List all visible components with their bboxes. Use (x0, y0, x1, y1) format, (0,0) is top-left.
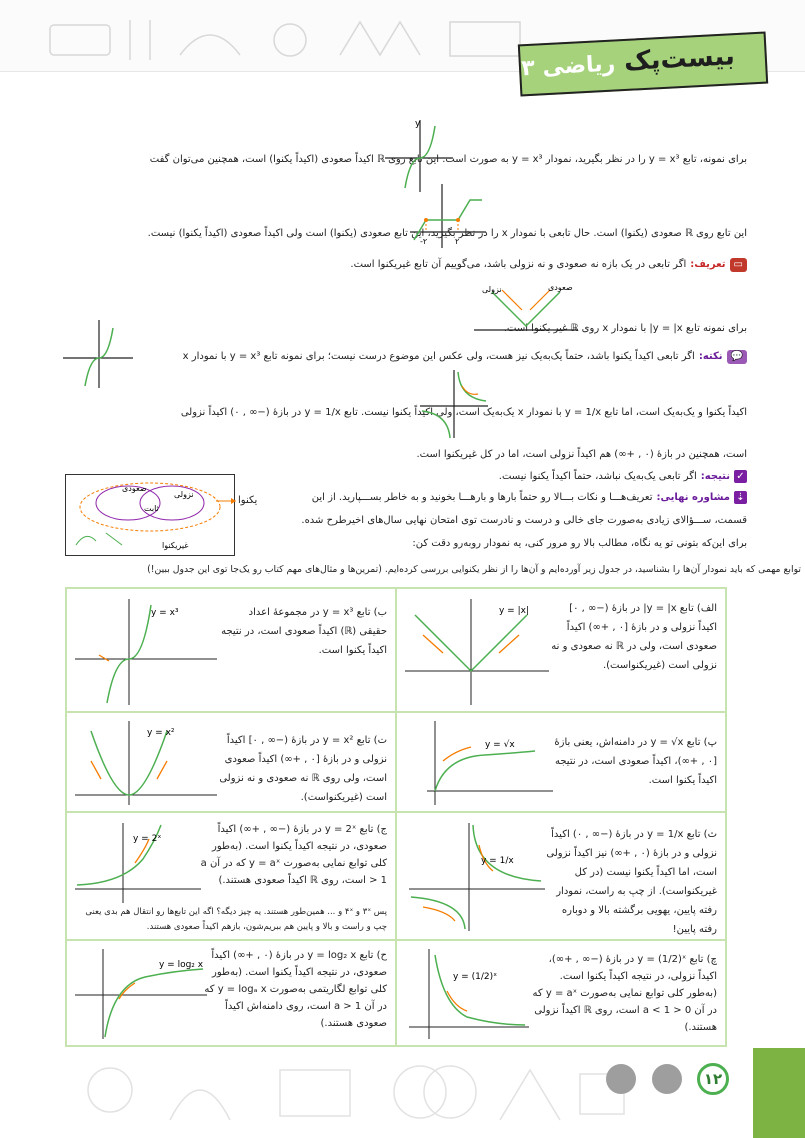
cell-he-graph (73, 945, 209, 1041)
result-callout (267, 470, 747, 484)
cell-te-text: ت) تابع y = x² در بازهٔ (−∞ , ۰] اکیداً نزولی و در بازهٔ [۰ , +∞) اکیداً صعودی است، ولی روی ℝ نه صعودی و نه نزولی است (غیریکنواست). (219, 735, 387, 803)
brand-title: بیست‌پک (623, 41, 736, 77)
nav-dot-1 (606, 1064, 636, 1094)
paragraph-line-5: است، همچنین در بازهٔ (۰ , +∞) هم اکیداً نزولی است، اما در کل غیریکنوا است. (416, 449, 747, 460)
cell-alef-graph (403, 595, 551, 707)
cell-te-graph (73, 717, 219, 807)
table-cell-he (67, 941, 395, 1045)
paragraph-line-7: برای این‌که بتونی تو یه نگاه، مطالب بالا رو مرور کنی، یه نمودار روبه‌رو دقت کن: (412, 538, 747, 549)
note-label: نکته: (698, 351, 723, 362)
paragraph-line-8: توابع مهمی که باید نمودار آن‌ها را بشناسید، در جدول زیر آورده‌ایم و آن‌ها را از نظر یکنوایی بررسی کرده‌ایم. (تمرین‌ها و مثال‌های مهم کتاب رو یک‌جا توی این جدول ببین!) (147, 564, 801, 575)
advice-text: تعریف‌هـــا و نکات بـــالا رو حتماً بارها و بارهـــا بخونید و به خاطر بســـپارید. از این (311, 492, 653, 503)
advice-callout (247, 491, 747, 505)
venn-arrow (216, 496, 238, 506)
side-tab (753, 1048, 805, 1138)
cell-alef-graph-label: y = |x| (499, 606, 529, 616)
cell-jim-graph (73, 819, 203, 905)
label-increasing: صعودی (548, 283, 573, 292)
result-text: اگر تابعی یک‌به‌یک نباشد، حتماً اکیداً یکنوا نیست. (498, 471, 697, 482)
definition-icon: ▭ (730, 258, 747, 272)
table-cell-jim (67, 813, 395, 939)
cell-jim-text: ج) تابع y = 2ˣ در بازهٔ (−∞ , +∞) اکیداً صعودی، در نتیجه اکیداً یکنوا است. (به‌طور کلی توابع نمایی به‌صورت y = aˣ که در آن a > 1 است، روی ℝ اکیداً صعودی هستند.) (200, 824, 387, 886)
paragraph-line-6: قسمت، ســـؤالای زیادی به‌صورت جای خالی و درست و نادرست توی امتحان نهایی سال‌های اخیرطرح شده. (301, 515, 747, 526)
functions-table (65, 587, 727, 1047)
venn-non-monotonic: غیریکنوا (162, 541, 189, 550)
advice-icon: ⇣ (734, 491, 747, 504)
cell-alef-text: الف) تابع y = |x| در بازهٔ (−∞ , ۰] اکیداً نزولی و در بازهٔ [۰ , +∞) اکیداً صعودی است، ولی در ℝ نه صعودی و نه نزولی است (غیریکنواست). (551, 603, 717, 671)
table-cell-be (67, 589, 395, 711)
graph-abs-value-small (470, 282, 582, 344)
cell-be-text: ب) تابع y = x³ در مجموعهٔ اعداد حقیقی (ℝ) اکیداً صعودی است، در نتیجه اکیداً یکنوا است. (221, 607, 387, 656)
venn-diagram (65, 474, 235, 556)
graph-step-function (410, 180, 488, 250)
check-icon: ✓ (734, 470, 747, 483)
graph-reciprocal-small (420, 368, 490, 440)
venn-ellipses (66, 475, 234, 555)
note-callout (177, 350, 747, 364)
cell-se-graph (407, 819, 547, 933)
cell-se-text: ث) تابع y = 1/x در بازهٔ (−∞ , ۰) اکیداً نزولی و در بازهٔ (۰ , +∞) نیز اکیداً نزولی است، اما اکیداً یکنوا نیست (در کل غیریکنواست). از چپ به راست، نمودار رفته پایین، یهویی برگشته بالا و دوباره رفته پایین! (546, 829, 717, 935)
label-decreasing: نزولی (482, 285, 502, 294)
cell-jim-extra: پس ۳ˣ و ۴ˣ و ... همین‌طور هستند. یه چیز دیگه؟ اگه این تابع‌ها رو انتقال هم بدی یعنی چپ و راست و بالا و پایین هم ببریم‌شون، بازهم اکیداً صعودی هستند. (85, 907, 387, 932)
table-cell-se (397, 813, 725, 939)
venn-monotonic-label: یکنوا (238, 495, 258, 506)
cell-be-graph (73, 595, 219, 707)
cell-he-graph-label: y = log₂ x (159, 960, 204, 970)
brand-subtitle: ریاضی ۳ (520, 51, 616, 82)
footer-doodle-art (80, 1050, 640, 1135)
graph-cube-note (63, 318, 135, 390)
note-icon: 💬 (727, 350, 747, 364)
definition-callout (57, 258, 747, 272)
cell-che-graph-label: y = (1/2)ˣ (453, 972, 498, 982)
result-label: نتیجه: (700, 471, 730, 482)
table-cell-pe (397, 713, 725, 811)
venn-increasing: صعودی (122, 484, 147, 493)
cell-te-graph-label: y = x² (147, 728, 175, 738)
advice-label: مشاوره نهایی: (656, 492, 730, 503)
cell-pe-graph (415, 717, 555, 807)
cell-he-text: ح) تابع y = log₂ x در بازهٔ (۰ , +∞) اکیداً صعودی، در نتیجه اکیداً یکنوا است. (به‌طور کلی توابع لگاریتمی به‌صورت y = logₐ x که در آن a > 1 است، روی دامنه‌اش اکیداً صعودی هستند.) (204, 950, 387, 1029)
paragraph-line-3: برای نمونه تابع y = |x| با نمودار x روی ℝ غیر یکنوا است. (503, 323, 747, 334)
table-cell-che (397, 941, 725, 1045)
tick-neg2: -۲ (420, 237, 428, 246)
page-number: ۱۲ (697, 1063, 729, 1095)
table-cell-te (67, 713, 395, 811)
paragraph-line-4: اکیداً یکنوا و یک‌به‌یک است، اما تابع y = 1/x با نمودار x یک‌به‌یک است، ولی اکیداً یکنوا نیست. تابع y = 1/x در بازهٔ (−∞ , ۰) اکیداً نزولی (180, 407, 747, 418)
cell-pe-text: پ) تابع y = √x در دامنه‌اش، یعنی بازهٔ [۰ , +∞)، اکیداً صعودی است، در نتیجه اکیداً یکنوا است. (554, 737, 717, 786)
table-cell-alef (397, 589, 725, 711)
cell-che-graph (407, 945, 531, 1041)
nav-dot-2 (652, 1064, 682, 1094)
definition-label: تعریف: (690, 259, 726, 270)
cell-che-text: چ) تابع y = (1/2)ˣ در بازهٔ (−∞ , +∞)، اکیداً نزولی، در نتیجه اکیداً یکنوا است. (به‌طور کلی توابع نمایی به‌صورت y = aˣ که در آن 0 < a < 1 است، روی ℝ اکیداً نزولی هستند.) (532, 954, 717, 1033)
tick-pos2: ۲ (455, 237, 460, 246)
note-text: اگر تابعی اکیداً یکنوا باشد، حتماً یک‌به‌یک نیز هست، ولی عکس این موضوع درست نیست؛ برای نمونه تابع y = x³ با نمودار x (182, 351, 695, 362)
paragraph-line-2: این تابع روی ℝ صعودی (یکنوا) است. حال تابعی با نمودار x را در نظر بگیرید، این تابع صعودی (یکنوا) است ولی اکیداً صعودی (اکیداً یکنوا) نیست. (147, 228, 747, 239)
cell-se-graph-label: y = 1/x (481, 856, 514, 866)
venn-constant: ثابت (144, 504, 159, 513)
axis-y-label: y (415, 119, 421, 129)
paragraph-line-1: برای نمونه، تابع y = x³ را در نظر بگیرید، نمودار y = x³ به صورت است. این تابع روی ℝ اکیداً صعودی (اکیداً یکنوا) است، همچنین می‌توان گفت (149, 154, 747, 165)
cell-jim-graph-label: y = 2ˣ (133, 834, 162, 844)
definition-text: اگر تابعی در یک بازه نه صعودی و نه نزولی باشد، می‌گوییم آن تابع غیریکنوا است. (350, 259, 687, 270)
cell-be-graph-label: y = x³ (151, 608, 179, 618)
venn-decreasing: نزولی (174, 490, 194, 499)
header-doodle-art (40, 10, 540, 65)
cell-pe-graph-label: y = √x (485, 740, 515, 750)
